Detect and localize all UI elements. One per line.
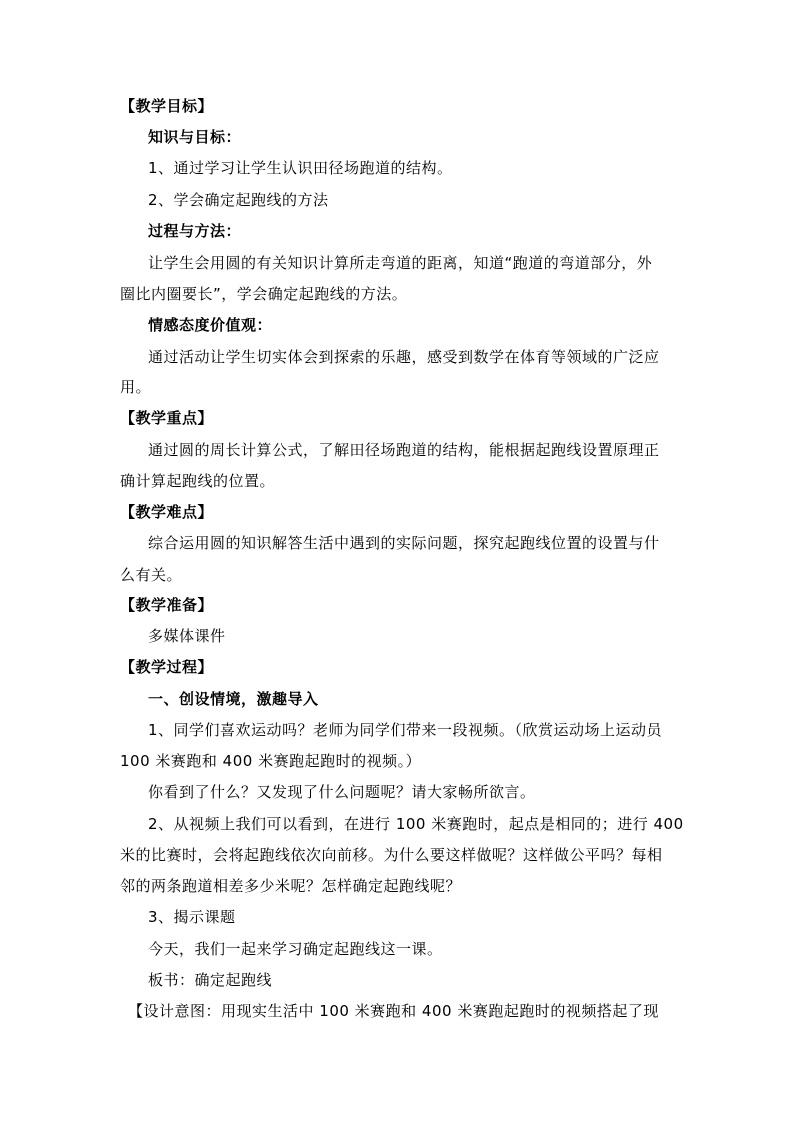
question-text: 你看到了什么？又发现了什么问题呢？请大家畅所欲言。 <box>148 783 536 801</box>
section-1-heading: 一、创设情境，激趣导入 <box>148 690 319 708</box>
step-2-text-2: 米的比赛时，会将起跑线依次向前移。为什么要这样做呢？这样做公平吗？每相 <box>120 846 663 864</box>
step-2-text-3: 邻的两条跑道相差多少米呢？怎样确定起跑线呢？ <box>120 877 462 895</box>
emotion-heading: 情感态度价值观： <box>148 316 273 334</box>
knowledge-heading: 知识与目标： <box>148 128 242 146</box>
design-text: 【设计意图：用现实生活中 100 米赛跑和 400 米赛跑起跑时的视频搭起了现 <box>128 1002 659 1020</box>
difficulties-heading: 【教学难点】 <box>120 503 214 521</box>
process-heading: 过程与方法： <box>148 222 242 240</box>
step-2-text-1: 2、从视频上我们可以看到，在进行 100 米赛跑时，起点是相同的；进行 400 <box>148 815 684 833</box>
board-text: 板书：确定起跑线 <box>148 971 273 989</box>
key-points-text-2: 确计算起跑线的位置。 <box>120 472 276 490</box>
objective-2: 2、学会确定起跑线的方法 <box>148 191 329 209</box>
difficulties-text-2: 么有关。 <box>120 566 183 584</box>
objectives-heading: 【教学目标】 <box>120 97 214 115</box>
step-3-text: 3、揭示课题 <box>148 908 236 926</box>
step-1-text-1: 1、同学们喜欢运动吗？老师为同学们带来一段视频。（欣赏运动场上运动员 <box>148 721 663 739</box>
today-text: 今天，我们一起来学习确定起跑线这一课。 <box>148 940 443 958</box>
step-1-text-2: 100 米赛跑和 400 米赛跑起跑时的视频。） <box>120 752 422 770</box>
difficulties-text-1: 综合运用圆的知识解答生活中遇到的实际问题，探究起跑线位置的设置与什 <box>148 534 660 552</box>
process-main-heading: 【教学过程】 <box>120 658 214 676</box>
key-points-heading: 【教学重点】 <box>120 409 214 427</box>
emotion-text-1: 通过活动让学生切实体会到探索的乐趣，感受到数学在体育等领域的广泛应 <box>148 348 660 366</box>
emotion-text-2: 用。 <box>120 378 152 396</box>
objective-1: 1、通过学习让学生认识田径场跑道的结构。 <box>148 159 453 177</box>
process-text-2: 圈比内圈要长”，学会确定起跑线的方法。 <box>120 285 408 303</box>
key-points-text-1: 通过圆的周长计算公式，了解田径场跑道的结构，能根据起跑线设置原理正 <box>148 441 660 459</box>
preparation-heading: 【教学准备】 <box>120 596 214 614</box>
process-text-1: 让学生会用圆的有关知识计算所走弯道的距离，知道“跑道的弯道部分，外 <box>148 254 653 272</box>
preparation-text: 多媒体课件 <box>148 627 226 645</box>
